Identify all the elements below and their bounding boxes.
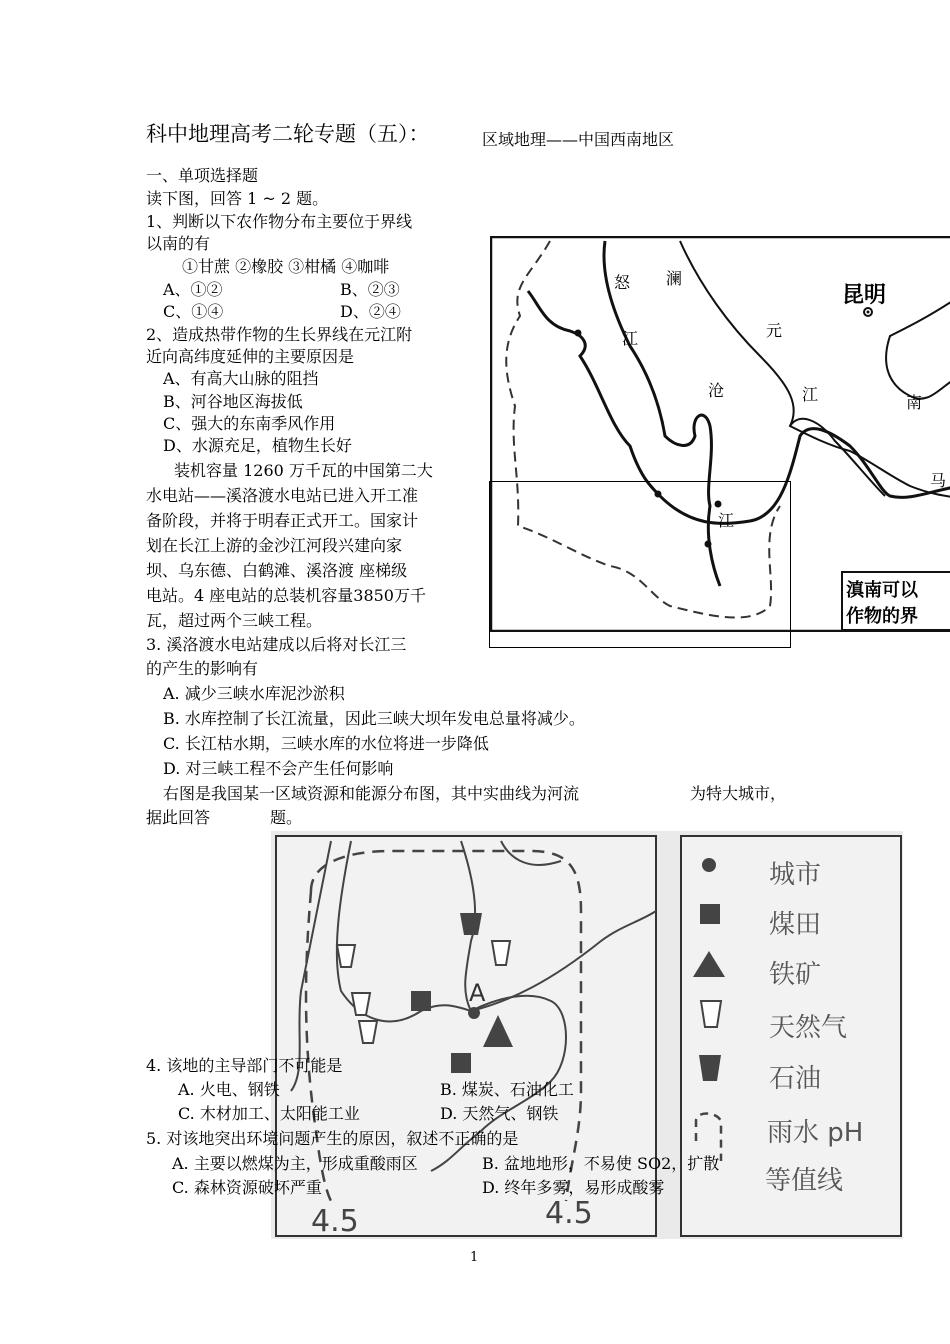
- map2-intro-line1-end: 为特大城市，: [690, 784, 787, 803]
- reading-instruction: 读下图，回答 1 ~ 2 题。: [146, 189, 329, 208]
- legend-gas-icon: [701, 1001, 721, 1027]
- region-label: 马: [930, 471, 947, 490]
- river-label: 江: [622, 329, 639, 348]
- q5-option-a: A. 主要以燃煤为主，形成重酸雨区: [172, 1154, 418, 1173]
- river-label: 怒: [614, 273, 631, 292]
- river-label: 江: [718, 511, 735, 530]
- legend-gas-label: 天然气: [769, 1013, 848, 1043]
- legend-ph-label: 雨水 pH: [767, 1118, 864, 1148]
- map-caption: 滇南可以: [846, 580, 918, 601]
- page-title: 科中地理高考二轮专题（五）：: [146, 122, 430, 146]
- q4-option-a: A. 火电、钢铁: [178, 1080, 280, 1099]
- q3-stem-line1: 3. 溪洛渡水电站建成以后将对长江三: [146, 635, 407, 654]
- passage-line: 装机容量 1260 万千瓦的中国第二大: [174, 461, 433, 480]
- isoline-value: 4.5: [545, 1196, 593, 1231]
- q5-option-d: D. 终年多雾，易形成酸雾: [482, 1178, 665, 1197]
- q3-option-d: D. 对三峡工程不会产生任何影响: [163, 759, 394, 778]
- legend-ph-label: 等值线: [765, 1166, 844, 1196]
- section-heading: 一、单项选择题: [146, 166, 259, 185]
- q2-stem-line2: 近向高纬度延伸的主要原因是: [146, 347, 355, 366]
- river-label: 元: [766, 321, 783, 340]
- passage-line: 坝、乌东德、白鹤滩、溪洛渡 座梯级: [146, 561, 408, 580]
- q2-stem-line1: 2、造成热带作物的生长界线在元江附: [146, 325, 413, 344]
- q4-option-b: B. 煤炭、石油化工: [440, 1080, 574, 1099]
- q1-stem-line1: 1、判断以下农作物分布主要位于界线: [146, 212, 413, 231]
- q2-option-b: B、河谷地区海拔低: [163, 392, 303, 411]
- map2-intro-line1: 右图是我国某一区域资源和能源分布图，其中实曲线为河流: [163, 784, 580, 803]
- q3-option-a: A. 减少三峡水库泥沙淤积: [163, 684, 345, 703]
- map-caption: 作物的界: [846, 606, 918, 627]
- passage-line: 备阶段，并将于明春正式开工。国家计: [146, 511, 419, 530]
- passage-line: 水电站——溪洛渡水电站已进入开工准: [146, 486, 419, 505]
- isoline-value: 4.5: [311, 1204, 359, 1239]
- legend-oil-label: 石油: [769, 1064, 822, 1094]
- legend-city-label: 城市: [769, 860, 822, 890]
- q3-option-b: B. 水库控制了长江流量，因此三峡大坝年发电总量将减少。: [163, 709, 585, 728]
- region-label: 南: [906, 393, 923, 412]
- q2-option-c: C、强大的东南季风作用: [163, 414, 336, 433]
- q5-option-c: C. 森林资源破坏严重: [172, 1178, 322, 1197]
- map2-intro-line2-end: 题。: [270, 808, 303, 827]
- q5-stem: 5. 对该地突出环境问题产生的原因，叙述不正确的是: [146, 1129, 519, 1148]
- q1-option-b: B、②③: [340, 280, 400, 299]
- legend-city-icon: [702, 858, 716, 872]
- q2-option-a: A、有高大山脉的阻挡: [163, 369, 319, 388]
- q3-stem-line2: 的产生的影响有: [146, 659, 259, 678]
- passage-line: 划在长江上游的金沙江河段兴建向家: [146, 536, 403, 555]
- q5-option-b: B. 盆地地形，不易使 SO2，扩散: [482, 1154, 720, 1173]
- q4-stem: 4. 该地的主导部门不可能是: [146, 1056, 343, 1075]
- river-label: 江: [802, 385, 819, 404]
- q3-option-c: C. 长江枯水期，三峡水库的水位将进一步降低: [163, 734, 489, 753]
- q1-items: ①甘蔗 ②橡胶 ③柑橘 ④咖啡: [182, 257, 390, 276]
- river-label: 澜: [666, 269, 683, 288]
- q4-option-d: D. 天然气、钢铁: [440, 1104, 559, 1123]
- legend-iron-label: 铁矿: [769, 960, 822, 990]
- q2-option-d: D、水源充足，植物生长好: [163, 436, 352, 455]
- legend-coal-label: 煤田: [769, 910, 822, 940]
- passage-line: 电站。4 座电站的总装机容量3850万千: [146, 586, 426, 605]
- q1-option-d: D、②④: [340, 302, 401, 321]
- q1-option-c: C、①④: [163, 302, 224, 321]
- highlight-box: [489, 481, 791, 648]
- legend-coal-icon: [700, 904, 720, 924]
- passage-line: 瓦，超过两个三峡工程。: [146, 611, 323, 630]
- map2-intro-line2: 据此回答: [146, 808, 211, 827]
- q1-stem-line2: 以南的有: [146, 234, 211, 253]
- city-label-a: A: [469, 979, 486, 1007]
- page-subtitle: 区域地理——中国西南地区: [482, 130, 675, 149]
- q4-option-c: C. 木材加工、太阳能工业: [178, 1104, 360, 1123]
- river-label: 沧: [708, 381, 725, 400]
- q1-option-a: A、①②: [163, 280, 223, 299]
- page-number: 1: [470, 1250, 479, 1265]
- city-label-kunming: 昆明: [842, 283, 887, 308]
